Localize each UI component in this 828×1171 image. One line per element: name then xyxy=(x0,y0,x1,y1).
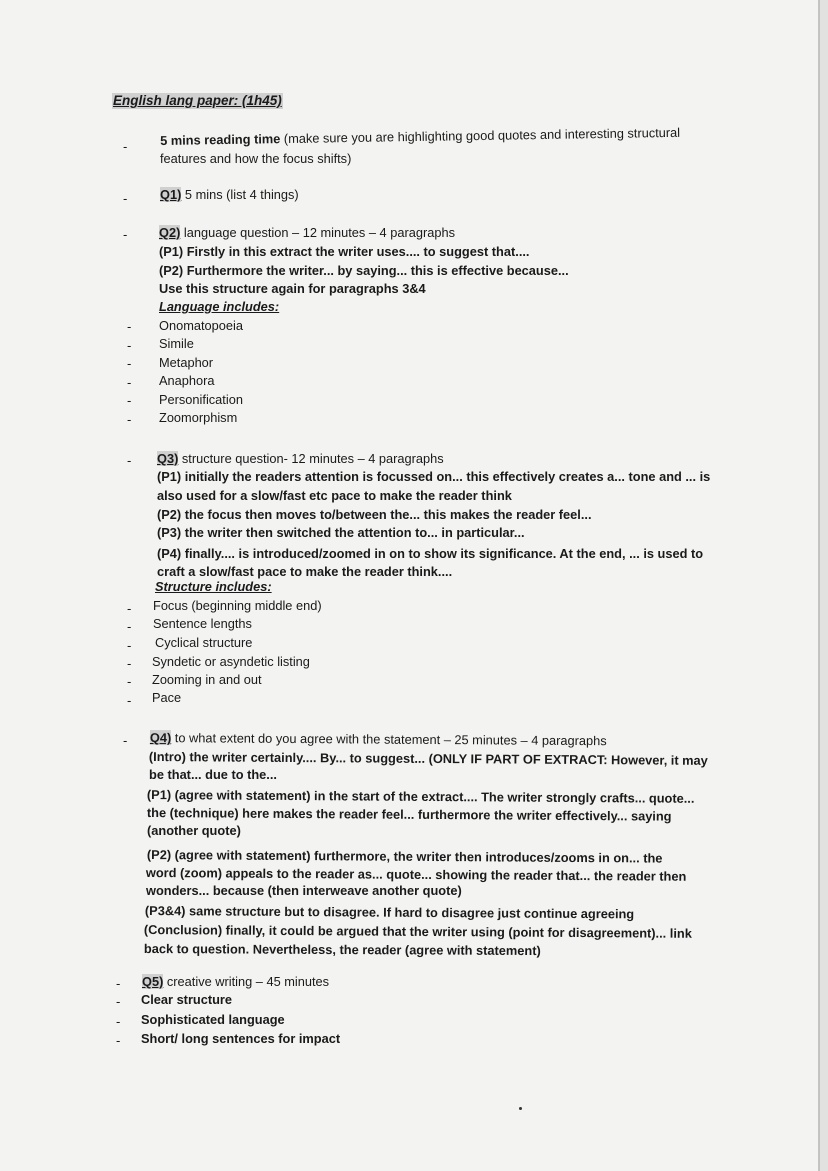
q2-includes-heading: Language includes: xyxy=(159,299,280,314)
q4-text-line: be that... due to the... xyxy=(149,767,277,782)
language-item: Personification xyxy=(159,392,243,407)
bullet-dash: - xyxy=(127,375,132,390)
structure-item: Zooming in and out xyxy=(152,672,262,687)
q4-text-line: the (technique) here makes the reader feel... furthermore the writer effectively... saying xyxy=(146,805,672,824)
q3-text: structure question- 12 minutes – 4 paragraphs xyxy=(178,451,444,466)
bullet-dash: - xyxy=(127,393,132,408)
q3-line xyxy=(157,450,444,468)
bullet-dash: - xyxy=(127,693,132,708)
q5-item: Short/ long sentences for impact xyxy=(141,1031,341,1046)
q5-item: Clear structure xyxy=(141,992,233,1007)
page-edge-line xyxy=(818,0,820,1171)
q4-text-line: (P3&4) same structure but to disagree. If hard to disagree just continue agreeing xyxy=(144,903,635,922)
bullet-dash: - xyxy=(123,191,128,206)
q4-text-line: (another quote) xyxy=(147,823,241,838)
q4-label: Q4) xyxy=(149,730,172,746)
q4-text-line: word (zoom) appeals to the reader as... quote... showing the reader that... the reader then xyxy=(145,865,687,884)
reading-time-rest: (make sure you are highlighting good quotes and interesting structural xyxy=(280,124,681,147)
q3-includes-heading: Structure includes: xyxy=(155,579,272,594)
page-title: English lang paper: (1h45) xyxy=(113,93,282,108)
q1-line xyxy=(160,186,299,204)
q4-text: to what extent do you agree with the statement – 25 minutes – 4 paragraphs xyxy=(171,730,607,749)
structure-item: Cyclical structure xyxy=(155,635,253,650)
structure-item: Sentence lengths xyxy=(153,616,252,631)
bullet-dash: - xyxy=(116,994,121,1009)
bullet-dash: - xyxy=(127,656,132,671)
q3-label: Q3) xyxy=(157,451,179,466)
reading-time-line-1 xyxy=(160,124,680,150)
bullet-dash: - xyxy=(123,139,128,154)
language-item: Simile xyxy=(159,336,194,351)
bullet-dash: - xyxy=(123,733,128,748)
language-item: Metaphor xyxy=(159,355,214,370)
bullet-dash: - xyxy=(127,619,132,634)
bullet-dash: - xyxy=(127,674,132,689)
q2-text: language question – 12 minutes – 4 paragraphs xyxy=(180,225,455,240)
q3-text-line: craft a slow/fast pace to make the reader think.... xyxy=(157,564,453,579)
q4-text-line: (P1) (agree with statement) in the start of the extract.... The writer strongly crafts... quote... xyxy=(146,787,695,806)
q1-text: 5 mins (list 4 things) xyxy=(181,187,299,202)
bullet-dash: - xyxy=(127,638,132,653)
q2-p1: (P1) Firstly in this extract the writer uses.... to suggest that.... xyxy=(159,244,530,259)
bullet-dash: - xyxy=(116,976,121,991)
q2-label: Q2) xyxy=(159,225,181,240)
bullet-dash: - xyxy=(127,412,132,427)
q4-text-line: (P2) (agree with statement) furthermore, the writer then introduces/zooms in on... the xyxy=(146,847,663,866)
language-item: Anaphora xyxy=(159,373,215,388)
q3-text-line: (P1) initially the readers attention is focussed on... this effectively creates a... tone and ... is xyxy=(157,469,711,484)
structure-item: Pace xyxy=(152,690,182,705)
ink-speck xyxy=(519,1107,522,1110)
q5-line xyxy=(142,973,329,991)
q4-text-line: (Conclusion) finally, it could be argued that the writer using (point for disagreement)... link xyxy=(143,922,692,941)
q5-label: Q5) xyxy=(142,974,164,989)
bullet-dash: - xyxy=(116,1033,121,1048)
bullet-dash: - xyxy=(116,1014,121,1029)
reading-time-bold: 5 mins reading time xyxy=(160,131,281,148)
q2-use: Use this structure again for paragraphs 3&4 xyxy=(159,281,426,296)
q4-text-line: back to question. Nevertheless, the reader (agree with statement) xyxy=(143,941,541,959)
q2-line xyxy=(159,224,455,242)
bullet-dash: - xyxy=(127,338,132,353)
q4-text-line: wonders... because (then interweave another quote) xyxy=(146,883,462,898)
q3-text-line: (P3) the writer then switched the attention to... in particular... xyxy=(157,525,525,540)
q1-label: Q1) xyxy=(160,187,182,202)
bullet-dash: - xyxy=(127,453,132,468)
language-item: Onomatopoeia xyxy=(159,318,243,333)
page-edge-shadow xyxy=(820,0,828,1171)
language-item: Zoomorphism xyxy=(159,410,238,425)
structure-item: Syndetic or asyndetic listing xyxy=(152,654,310,669)
q3-text-line: also used for a slow/fast etc pace to make the reader think xyxy=(157,488,512,503)
bullet-dash: - xyxy=(127,319,132,334)
q2-p2: (P2) Furthermore the writer... by saying... this is effective because... xyxy=(159,263,569,278)
bullet-dash: - xyxy=(127,356,132,371)
q4-line xyxy=(150,729,607,750)
q3-text-line: (P2) the focus then moves to/between the... this makes the reader feel... xyxy=(157,507,592,522)
structure-item: Focus (beginning middle end) xyxy=(153,598,322,613)
q5-text: creative writing – 45 minutes xyxy=(163,974,330,989)
reading-time-line-2: features and how the focus shifts) xyxy=(160,151,352,166)
bullet-dash: - xyxy=(123,227,128,242)
bullet-dash: - xyxy=(127,601,132,616)
q4-text-line: (Intro) the writer certainly.... By... to suggest... (ONLY IF PART OF EXTRACT: However, it may xyxy=(148,749,708,768)
q5-item: Sophisticated language xyxy=(141,1012,285,1027)
q3-text-line: (P4) finally.... is introduced/zoomed in on to show its significance. At the end, ... is used to xyxy=(157,546,704,561)
